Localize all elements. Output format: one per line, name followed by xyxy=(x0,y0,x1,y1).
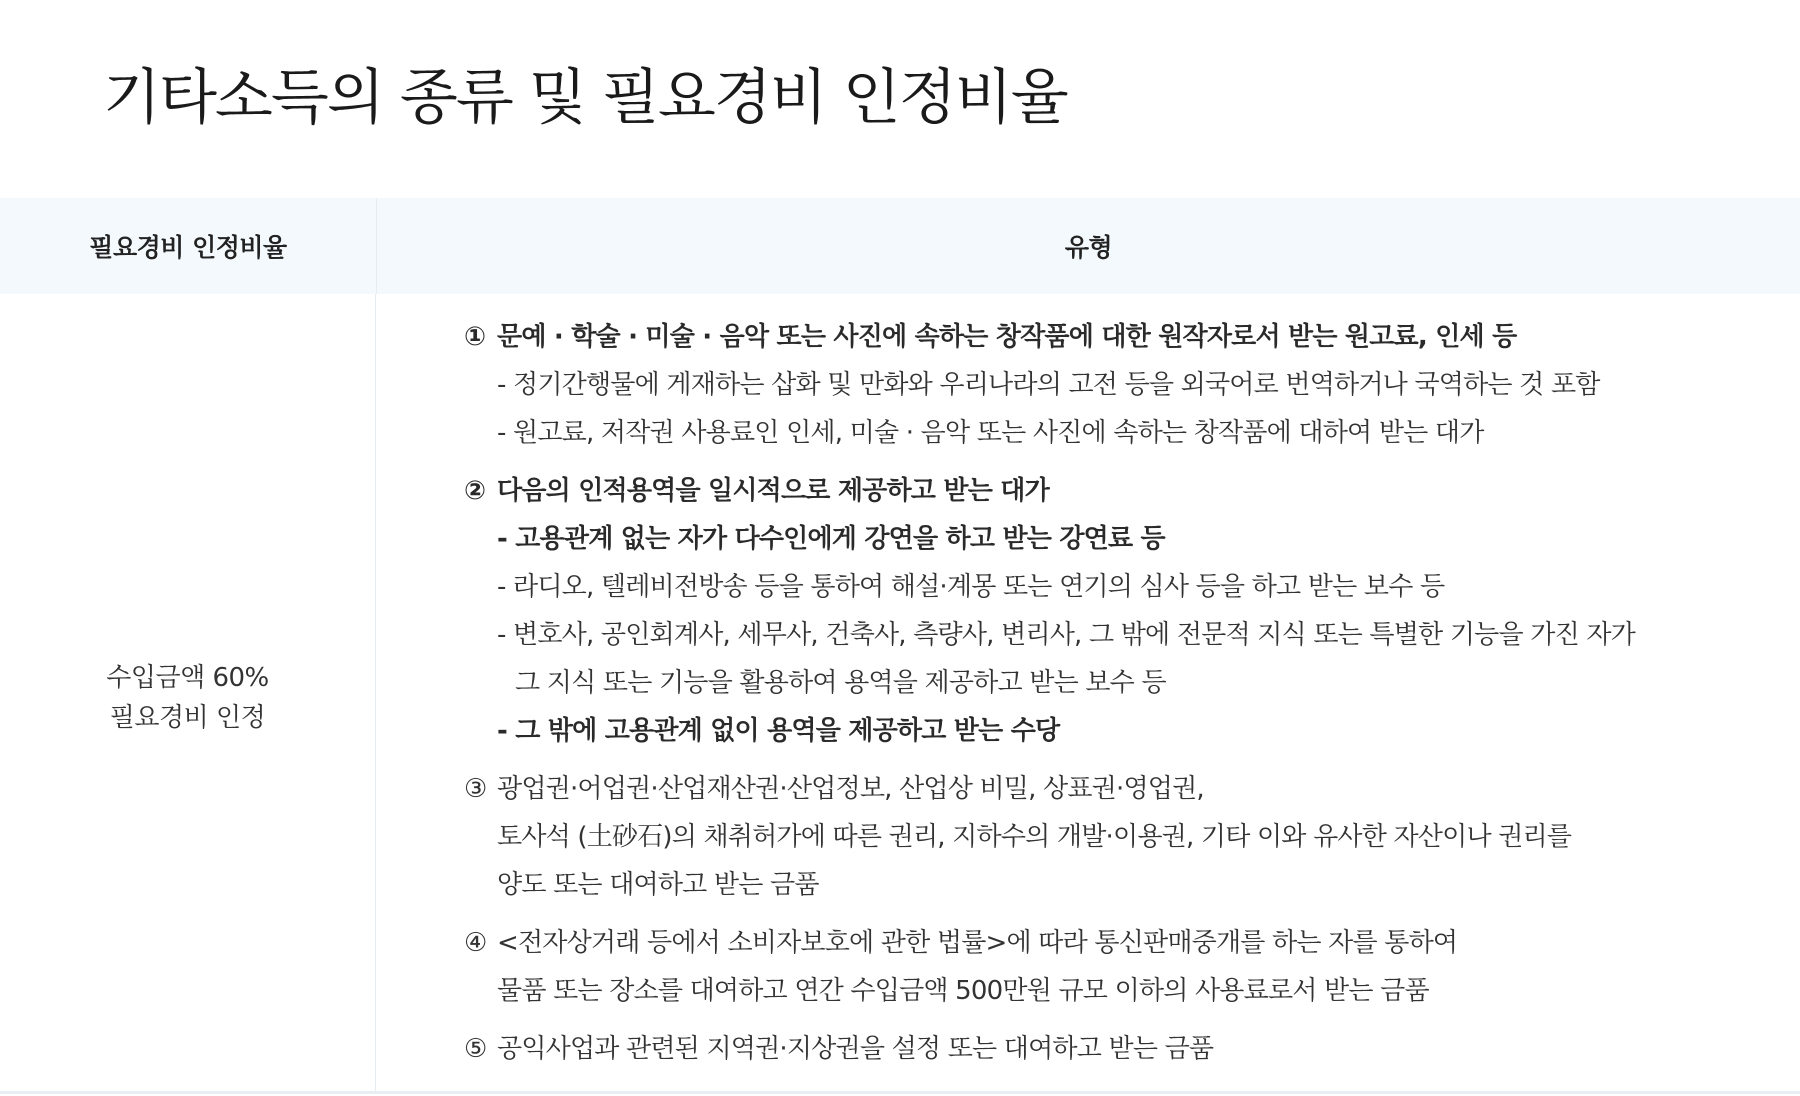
list-item-3 xyxy=(464,765,1800,909)
item-3-text: 광업권·어업권·산업재산권·산업정보, 산업상 비밀, 상표권·영업권, xyxy=(497,774,1204,804)
item-3-marker: ③ xyxy=(464,774,487,804)
header-type: 유형 xyxy=(1064,233,1113,262)
table-body-row xyxy=(0,294,1800,1091)
item-2-sub-4: 그 지식 또는 기능을 활용하여 용역을 제공하고 받는 보수 등 xyxy=(515,668,1166,698)
item-4-marker: ④ xyxy=(464,928,487,958)
item-4-text: <전자상거래 등에서 소비자보호에 관한 법률>에 따라 통신판매중개를 하는 자를 통하여 xyxy=(497,928,1458,958)
item-2-sub-1: - 고용관계 없는 자가 다수인에게 강연을 하고 받는 강연료 등 xyxy=(497,524,1165,554)
header-ratio: 필요경비 인정비율 xyxy=(0,198,377,294)
page-title: 기타소득의 종류 및 필요경비 인정비율 xyxy=(103,63,1067,133)
ratio-line-2: 필요경비 인정 xyxy=(109,702,266,733)
item-5-marker: ⑤ xyxy=(464,1034,487,1064)
list-item-2 xyxy=(464,467,1800,755)
table-header-row xyxy=(0,198,1800,294)
ratio-line-1: 수입금액 60% xyxy=(106,662,269,693)
item-1-text: 문예 · 학술 · 미술 · 음악 또는 사진에 속하는 창작품에 대한 원작자로서 받는 원고료, 인세 등 xyxy=(497,322,1517,352)
list-item-1 xyxy=(464,313,1800,457)
item-2-heading xyxy=(464,467,1800,515)
item-2-sub-2: - 라디오, 텔레비전방송 등을 통하여 해설·계몽 또는 연기의 심사 등을 하고 받는 보수 등 xyxy=(497,572,1445,602)
item-2-sub-5: - 그 밖에 고용관계 없이 용역을 제공하고 받는 수당 xyxy=(497,716,1060,746)
item-5-heading xyxy=(464,1025,1800,1073)
item-5-text: 공익사업과 관련된 지역권·지상권을 설정 또는 대여하고 받는 금품 xyxy=(497,1034,1214,1064)
ratio-cell xyxy=(0,294,376,1091)
item-4-heading xyxy=(464,919,1800,967)
item-3-sub-1: 토사석 (土砂石)의 채취허가에 따른 권리, 지하수의 개발·이용권, 기타 이와 유사한 자산이나 권리를 xyxy=(497,822,1572,852)
item-4-sub-1: 물품 또는 장소를 대여하고 연간 수입금액 500만원 규모 이하의 사용료로서 받는 금품 xyxy=(497,976,1429,1006)
item-2-sub-3: - 변호사, 공인회계사, 세무사, 건축사, 측량사, 변리사, 그 밖에 전문적 지식 또는 특별한 기능을 가진 자가 xyxy=(497,620,1635,650)
item-1-marker: ① xyxy=(464,322,486,352)
item-2-text: 다음의 인적용역을 일시적으로 제공하고 받는 대가 xyxy=(497,476,1049,506)
item-3-heading xyxy=(464,765,1800,813)
type-cell xyxy=(376,294,1800,1091)
item-1-sub-1: - 정기간행물에 게재하는 삽화 및 만화와 우리나라의 고전 등을 외국어로 번역하거나 국역하는 것 포함 xyxy=(497,370,1600,400)
item-3-sub-2: 양도 또는 대여하고 받는 금품 xyxy=(497,870,819,900)
list-item-4 xyxy=(464,919,1800,1015)
list-item-5 xyxy=(464,1025,1800,1073)
expense-ratio-table xyxy=(0,198,1800,1094)
item-1-sub-2: - 원고료, 저작권 사용료인 인세, 미술 · 음악 또는 사진에 속하는 창작품에 대하여 받는 대가 xyxy=(497,418,1484,448)
item-2-marker: ② xyxy=(464,476,486,506)
item-1-heading xyxy=(464,313,1800,361)
